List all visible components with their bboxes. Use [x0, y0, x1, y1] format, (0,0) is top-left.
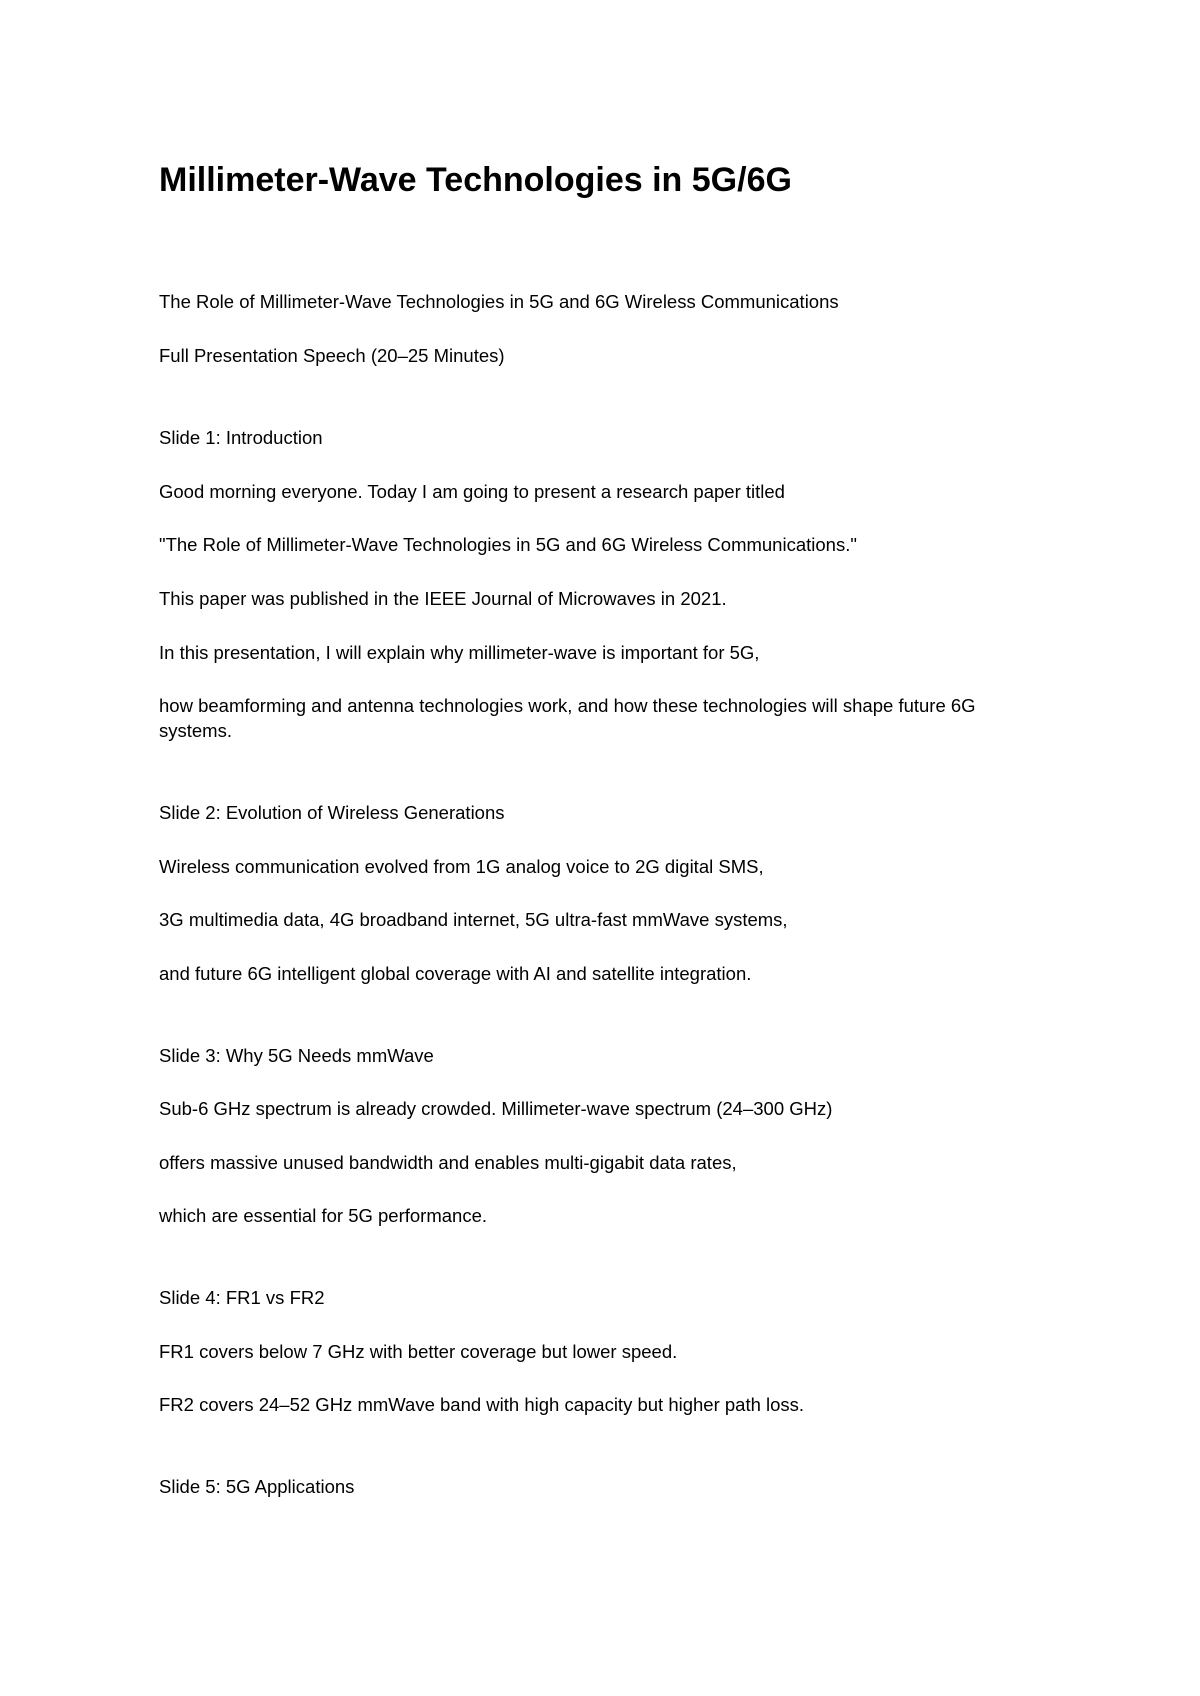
slide-1-paragraph: This paper was published in the IEEE Journal of Microwaves in 2021.	[159, 588, 727, 609]
slide-3-paragraph: Sub-6 GHz spectrum is already crowded. Millimeter-wave spectrum (24–300 GHz)	[159, 1098, 833, 1119]
speech-label: Full Presentation Speech (20–25 Minutes)	[159, 345, 505, 366]
slide-3-paragraph: offers massive unused bandwidth and enables multi-gigabit data rates,	[159, 1152, 737, 1173]
slide-1-paragraph: "The Role of Millimeter-Wave Technologies in 5G and 6G Wireless Communications."	[159, 534, 857, 555]
document-subtitle: The Role of Millimeter-Wave Technologies in 5G and 6G Wireless Communications	[159, 291, 839, 312]
slide-1-heading: Slide 1: Introduction	[159, 427, 323, 448]
slide-5-heading: Slide 5: 5G Applications	[159, 1476, 355, 1497]
document-title: Millimeter-Wave Technologies in 5G/6G	[159, 161, 792, 199]
slide-4-heading: Slide 4: FR1 vs FR2	[159, 1287, 325, 1308]
slide-4-paragraph: FR1 covers below 7 GHz with better coverage but lower speed.	[159, 1341, 678, 1362]
slide-2-paragraph: 3G multimedia data, 4G broadband internet, 5G ultra-fast mmWave systems,	[159, 909, 788, 930]
slide-2-heading: Slide 2: Evolution of Wireless Generations	[159, 802, 505, 823]
slide-2-paragraph: and future 6G intelligent global coverage with AI and satellite integration.	[159, 963, 752, 984]
slide-1-paragraph: In this presentation, I will explain why millimeter-wave is important for 5G,	[159, 642, 760, 663]
slide-1-paragraph: Good morning everyone. Today I am going to present a research paper titled	[159, 481, 785, 502]
slide-3-paragraph: which are essential for 5G performance.	[159, 1205, 488, 1226]
slide-1-paragraph: how beamforming and antenna technologies work, and how these technologies will shape future 6G systems.	[159, 695, 976, 741]
slide-3-heading: Slide 3: Why 5G Needs mmWave	[159, 1045, 434, 1066]
slide-2-paragraph: Wireless communication evolved from 1G analog voice to 2G digital SMS,	[159, 856, 764, 877]
slide-4-paragraph: FR2 covers 24–52 GHz mmWave band with high capacity but higher path loss.	[159, 1394, 805, 1415]
